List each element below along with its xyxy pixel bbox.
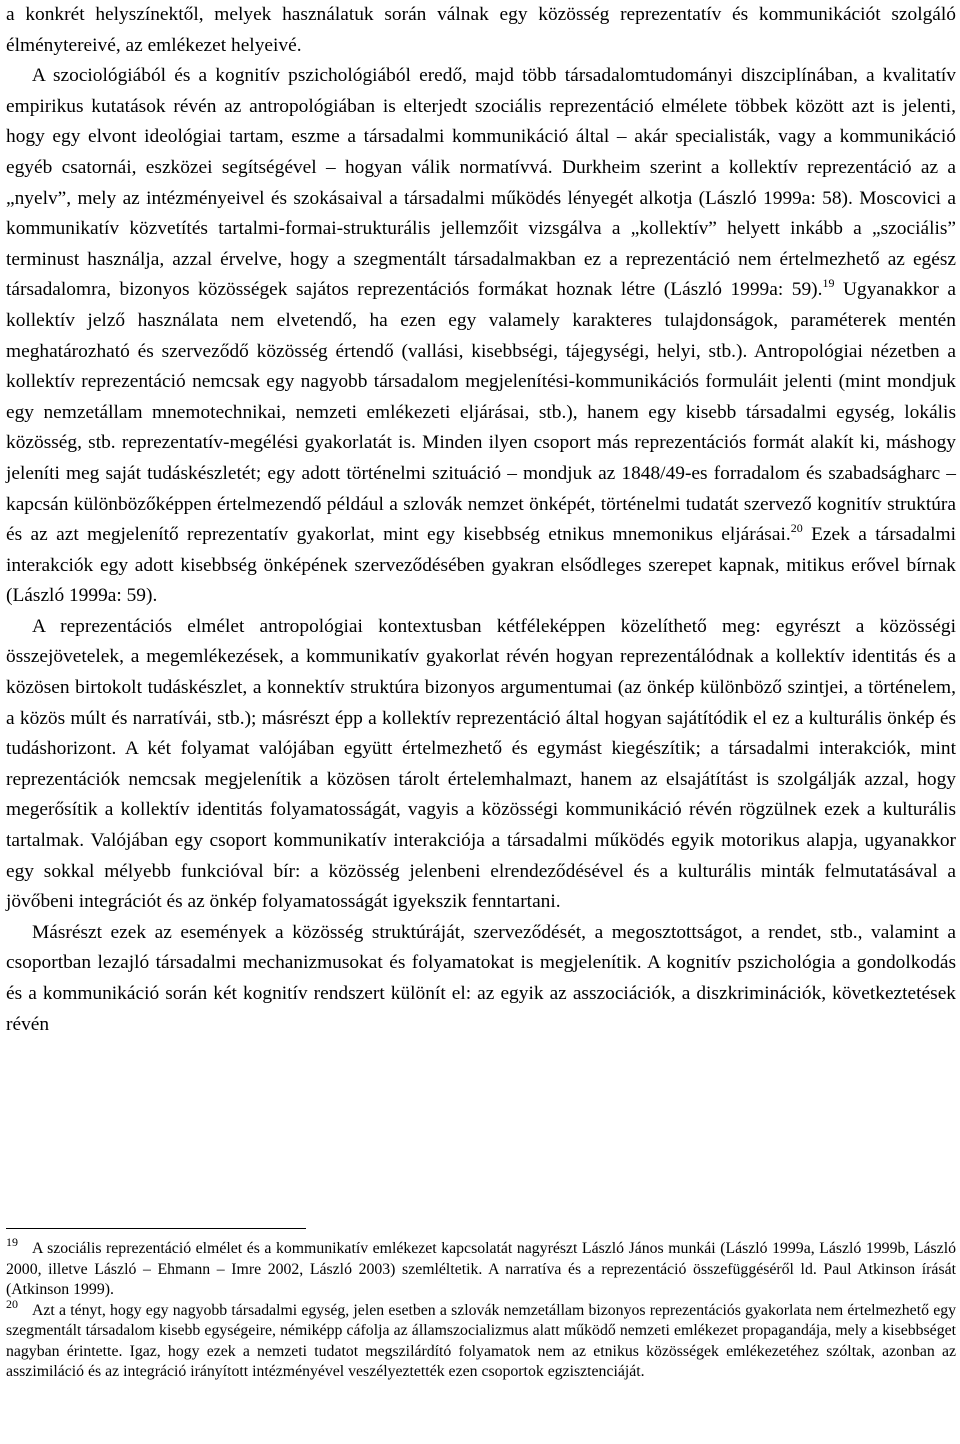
paragraph-1-end: Ezek a társadalmi interakciók egy adott kisebbség önképének szerveződésében gyakran elsődleges szerepet kapnak, mitikus erővel bírnak (László 1999a: 59). (6, 524, 956, 607)
footnote-20 (6, 1296, 956, 1383)
footnote-19 (6, 1235, 956, 1301)
footnote-20-number: 20 (6, 1296, 18, 1311)
footnote-19-number: 19 (6, 1235, 18, 1249)
paragraph-1-body-text: A szociológiából és a kognitív pszichológiából eredő, majd több társadalomtudományi diszciplínában, a kvalitatív empirikus kutatások révén az antropológiában is elterjedt szociális reprezentáció elmélete többek között azt is jelenti, hogy egy elvont ideológiai tartam, eszme a társadalmi kommunikáció által – akár specialisták, vagy a kommunikáció egyéb csatornái, eszközei segítségével – hogyan válik normatívvá. Durkheim szerint a kollektív reprezentáció az a „nyelv”, mely az intézményeivel és szokásaival a társadalmi működés lényegét alkotja (László 1999a: 58). Moscovici a kommunikatív közvetítés tartalmi-formai-strukturális jellemzőit vizsgálva a „kollektív” helyett inkább a „szociális” terminust használja, azzal érvelve, hogy a szegmentált társadalmakban ez a reprezentáció nem értelmezhető az egész társadalomra, bizonyos közösségek sajátos reprezentációs formákat hoznak létre (László 1999a: 59). (6, 65, 956, 301)
footnote-19-text: A szociális reprezentáció elmélet és a kommunikatív emlékezet kapcsolatát nagyrészt László János munkái (László 1999a, László 1999b, László 2000, illetve László – Ehmann – Imre 2002, László 2003) szemléltetik. A narratíva és a reprezentáció összefüggéséről ld. Paul Atkinson írását (Atkinson 1999). (6, 1240, 956, 1298)
document-page (6, 0, 956, 1040)
paragraph-1-opening: a konkrét helyszínektől, melyek használatuk során válnak egy közösség reprezentatív és kommunikációt szolgáló élménytereivé, az emlékezet helyeivé. (6, 4, 956, 56)
main-text (6, 0, 956, 1040)
footnotes-section (6, 1235, 956, 1383)
paragraph-1-body (6, 65, 956, 606)
paragraph-1 (6, 0, 956, 612)
paragraph-3: Másrészt ezek az események a közösség struktúráját, szerveződését, a megosztottságot, a rendet, stb., valamint a csoportban lezajló társadalmi mechanizmusokat és folyamatokat is megjelenítik. A kognitív pszichológia a gondolkodás és a kommunikáció során két kognitív rendszert különít el: az egyik az asszociációk, a diszkriminációk, következtetések révén (6, 921, 956, 1035)
footnote-divider (6, 1228, 306, 1229)
paragraph-2: A reprezentációs elmélet antropológiai kontextusban kétféleképpen közelíthető meg: egyrészt a közösségi összejövetelek, a megemlékezések, a kommunikatív gyakorlat révén hogyan reprezentálódnak a kollektív identitás és a közösen birtokolt tudáskészlet, a konnektív struktúra bizonyos argumentumai (az önkép különböző szintjei, a történelem, a közös múlt és narratívái, stb.); másrészt épp a kollektív reprezentáció által hogyan sajátítódik el ez a kulturális önkép és tudáshorizont. A két folyamat valójában együtt értelmezhető és egymást kiegészítik; a társadalmi interakciók, mint reprezentációk nemcsak megjelenítik a közösen tárolt értelemhalmazt, hanem az elsajátítást is szolgálják azzal, hogy megerősítik a kollektív identitás folyamatosságát, vagyis a közösségi kommunikáció révén rögzülnek ezek a kulturális tartalmak. Valójában egy csoport kommunikatív interakciója a társadalmi működés egyik motorikus alapja, ugyanakkor egy sokkal mélyebb funkcióval bír: a közösség jelenbeni elrendeződésével és a kulturális minták felmutatásával a jövőbeni integrációt és az önkép folyamatosságát igyekszik fenntartani. (6, 615, 956, 913)
paragraph-1-continuation: Ugyanakkor a kollektív jelző használata nem elvetendő, ha ezen egy valamely karakteres tulajdonságok, paraméterek mentén meghatározható és szerveződő közösség értendő (vallási, kisebbségi, tájegységi, helyi, stb.). Antropológiai nézetben a kollektív reprezentáció nemcsak egy nagyobb társadalom megjelenítési-kommunikációs formuláit jelenti (mint mondjuk egy nemzetállam mnemotechnikai, nemzeti emlékezeti eljárásai, stb.), hanem egy kisebb társadalmi egység, lokális közösség, stb. reprezentatív-megélési gyakorlatát is. Minden ilyen csoport más reprezentációs formát alakít ki, máshogy jeleníti meg saját tudáskészletét; egy adott történelmi szituáció – mondjuk az 1848/49-es forradalom és szabadságharc – kapcsán különbözőképpen értelmezendő például a szlovák nemzet önképét, történelmi tudatát szervező kognitív struktúra és az azt megjelenítő reprezentatív gyakorlat, mint egy kisebbség etnikus mnemonikus eljárásai. (6, 279, 956, 546)
footnote-ref-19[interactable]: 19 (822, 276, 835, 291)
footnote-20-text: Azt a tényt, hogy egy nagyobb társadalmi egység, jelen esetben a szlovák nemzetállam bizonyos reprezentációs gyakorlata nem értelmezhető egy szegmentált társadalom kisebb egységeire, némiképp cáfolja az államszocializmus alatt működő nemzeti emlékezet propagandája, mely a kisebbséget nagyban érintette. Igaz, hogy ezek a nemzeti tudatot megszilárdító folyamatok nem az etnikus közösségek emlékezetéhez szóltak, azonban az asszimiláció és az integráció irányított intézményével veszélyeztették ezen csoportok egzisztenciáját. (6, 1301, 956, 1380)
footnote-ref-20[interactable]: 20 (790, 521, 803, 536)
